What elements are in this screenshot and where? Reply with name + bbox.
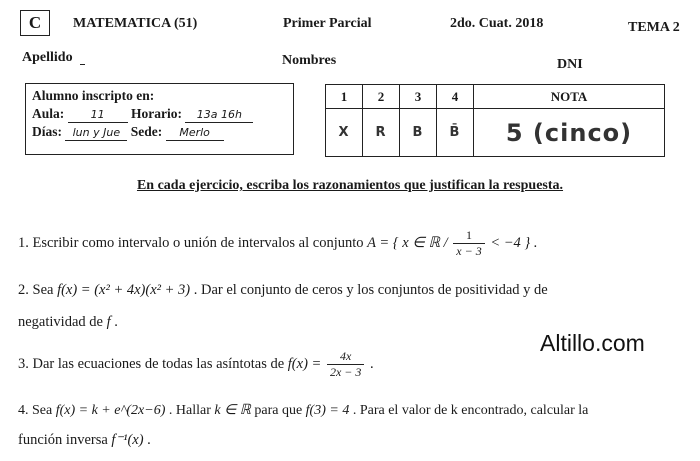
aula-value: 11 <box>68 108 128 123</box>
q4-cond: f(3) = 4 <box>305 403 350 418</box>
q4-b: . Hallar <box>168 403 211 418</box>
grade-header-nota: NOTA <box>474 85 665 109</box>
instructions: En cada ejercicio, escriba los razonamientos que justifican la respuesta. <box>136 178 564 193</box>
q4-c: para que <box>254 403 303 418</box>
q1-set-end: < −4 } . <box>490 234 538 251</box>
q4-inverse: f⁻¹(x) <box>111 432 144 448</box>
q4-function: f(x) = k + e^(2x−6) <box>55 403 166 418</box>
watermark-altillo: Altillo.com <box>540 330 645 356</box>
q2-f: f <box>106 314 111 330</box>
q3-frac-num: 4x <box>327 349 364 365</box>
horario-value: 13a 16h <box>185 108 253 123</box>
question-1 <box>18 228 537 259</box>
question-4-cont: función inversa f⁻¹(x) . <box>18 432 151 448</box>
grade-table <box>325 84 665 157</box>
horario-label: Horario: <box>131 106 182 121</box>
exam-version-box: C <box>20 10 50 36</box>
apellido-line <box>80 64 85 65</box>
enrollment-box <box>25 83 294 155</box>
enrollment-title: Alumno inscripto en: <box>32 88 155 103</box>
q3-function: f(x) = <box>287 355 322 372</box>
grade-header-1: 1 <box>326 85 363 109</box>
q3-frac-den: 2x − 3 <box>329 365 362 379</box>
grade-mark-4: B̄ <box>437 109 474 157</box>
subject-title: MATEMATICA (51) <box>73 16 198 31</box>
q1-frac-den: x − 3 <box>456 244 482 258</box>
q1-frac-num: 1 <box>453 228 484 244</box>
question-3: 3. Dar las ecuaciones de todas las asíntotas de f(x) = $\frac{4x}{2x - 3}$ . <box>18 349 374 379</box>
term-label: 2do. Cuat. 2018 <box>450 16 544 31</box>
grade-header-3: 3 <box>400 85 437 109</box>
grade-mark-2: R <box>363 109 400 157</box>
grade-mark-3: B <box>400 109 437 157</box>
nombres-label: Nombres <box>282 53 337 68</box>
q2-rest: . Dar el conjunto de ceros y los conjuntos de positividad y de <box>193 282 548 298</box>
q4-a: 4. Sea <box>18 403 53 418</box>
grade-header-2: 2 <box>363 85 400 109</box>
tema-label: TEMA 2 <box>628 20 680 35</box>
sede-value: Merlo <box>166 126 224 141</box>
q2-text: 2. Sea <box>18 282 54 298</box>
dias-label: Días: <box>32 124 62 139</box>
q2-line2: negatividad de <box>18 314 103 330</box>
question-2 <box>18 282 548 299</box>
aula-label: Aula: <box>32 106 65 121</box>
q3-text: 3. Dar las ecuaciones de todas las asíntotas de <box>18 355 285 372</box>
q4-line2: función inversa <box>18 432 108 448</box>
grade-mark-1: X <box>326 109 363 157</box>
question-2-cont: negatividad de f . <box>18 314 118 330</box>
aula-row <box>32 106 253 123</box>
q1-fraction <box>453 228 484 259</box>
q1-set-start: A = { x ∈ ℝ / <box>367 234 448 251</box>
dias-value: lun y Jue <box>65 126 127 141</box>
exam-name: Primer Parcial <box>283 16 372 31</box>
question-4 <box>18 402 588 419</box>
q3-fraction <box>327 349 364 380</box>
q4-k: k ∈ ℝ <box>214 403 251 418</box>
apellido-label: Apellido <box>22 50 73 65</box>
grade-nota-value: 5 (cinco) <box>474 109 665 157</box>
sede-label: Sede: <box>130 124 163 139</box>
q4-d: . Para el valor de k encontrado, calcular la <box>352 403 589 418</box>
q1-text: 1. Escribir como intervalo o unión de intervalos al conjunto <box>18 234 364 251</box>
dias-row <box>32 124 224 141</box>
dni-label: DNI <box>557 57 583 72</box>
grade-header-4: 4 <box>437 85 474 109</box>
q2-function: f(x) = (x² + 4x)(x² + 3) <box>57 282 191 298</box>
